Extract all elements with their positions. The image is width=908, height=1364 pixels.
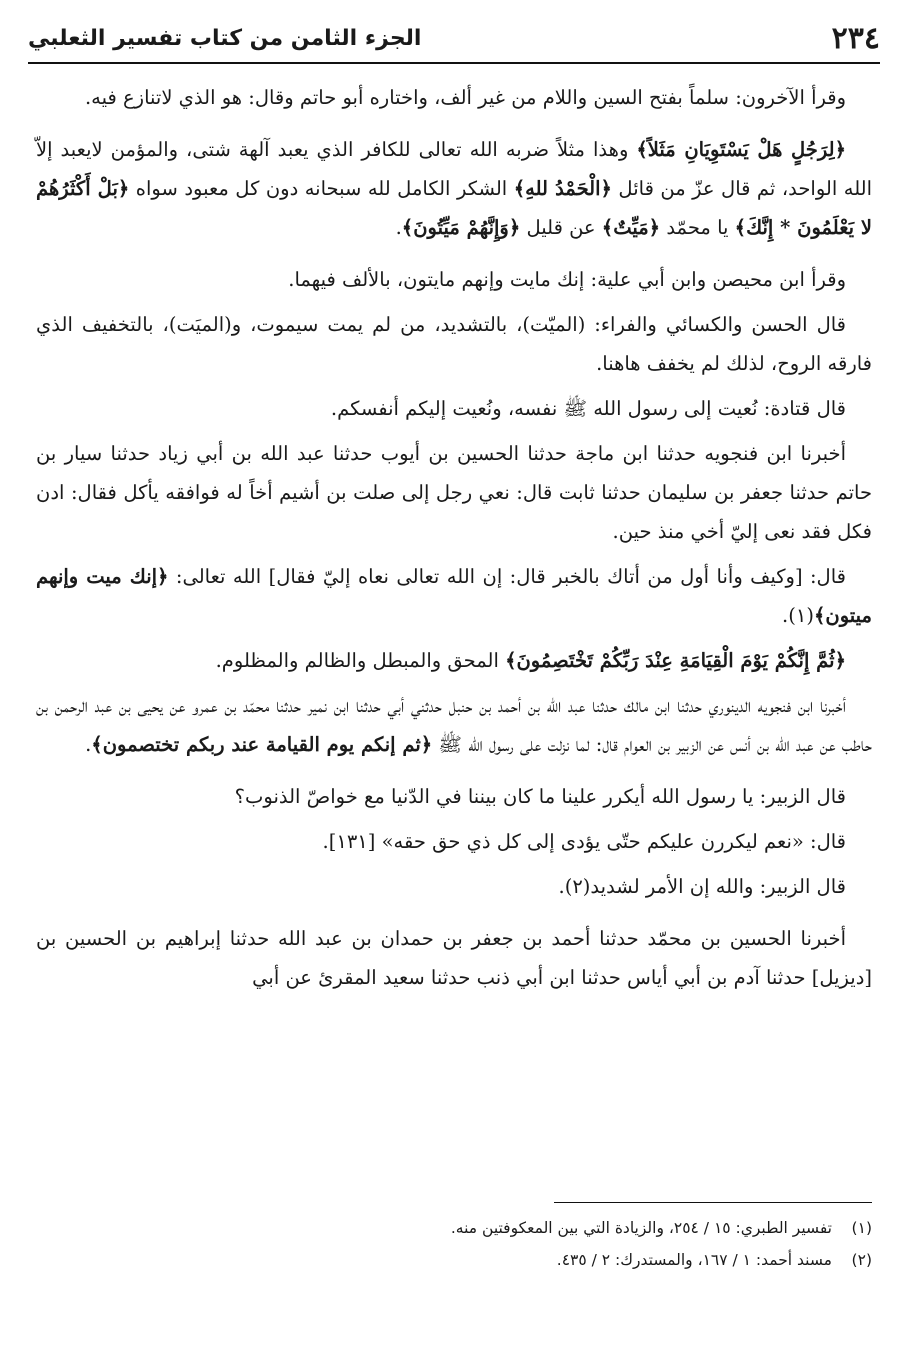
paragraph-text: أخبرنا ابن فنجويه الدينوري حدثنا ابن مالك حدثنا عبد الله بن أحمد بن حنبل حدثني أبي حدثنا ابن نمير حدثنا محمّد بن عمرو عن يحيى بن عبد الرحمن بن حاطب عن عبد الله بن أنس عن الزبير بن العوام قال: لما نزلت على رسول الله ﷺ [36, 694, 872, 756]
paragraph [36, 686, 872, 764]
footnote-number: (٢) [851, 1251, 872, 1269]
paragraph-text: قال: [وكيف وأنا أول من أتاك بالخبر قال: إن الله تعالى نعاه إليّ فقال] الله تعالى: [168, 565, 846, 588]
page-header [28, 16, 880, 60]
footnote [36, 1244, 872, 1276]
paragraph: أخبرنا الحسين بن محمّد حدثنا أحمد بن جعفر بن حمدان بن عبد الله حدثنا إبراهيم بن الحسين بن [ديزيل] حدثنا آدم بن أبي أياس حدثنا ابن أبي ذنب حدثنا سعيد المقرئ عن أبي [36, 927, 872, 989]
quran-quote: ﴿الْحَمْدُ للهِ﴾ [513, 177, 612, 200]
paragraph: قال الزبير: يا رسول الله أيكرر علينا ما كان بيننا في الدّنيا مع خواصّ الذنوب؟ [234, 785, 846, 808]
footnote [36, 1212, 872, 1244]
footnote-text: تفسير الطبري: ١٥ / ٢٥٤، والزيادة التي بين المعكوفتين منه. [450, 1219, 832, 1237]
paragraph: قال الزبير: والله إن الأمر لشديد(٢). [558, 875, 846, 898]
quote-bold: ﴿ثم إنكم يوم القيامة عند ربكم تختصمون﴾ [91, 733, 433, 756]
paragraph: أخبرنا ابن فنجويه حدثنا ابن ماجة حدثنا الحسين بن أيوب حدثنا عبد الله بن أبي زياد حدثنا سيار بن حاتم حدثنا جعفر بن سليمان حدثنا ثابت قال: نعي رجل إلى صلت بن أشيم أخاً له فوافقه يأكل فقال: ادن فكل فقد نعى إليّ أخي منذ حين. [36, 442, 872, 543]
quran-quote: ﴿ثُمَّ إِنَّكُمْ يَوْمَ الْقِيَامَةِ عِنْدَ رَبِّكُمْ تَخْتَصِمُونَ﴾ [505, 649, 846, 672]
quran-quote: ﴿بَلْ أَكْثَرُهُمْ لا يَعْلَمُونَ * إِنَّكَ﴾ [36, 177, 872, 239]
paragraph-text: المحق والمبطل والظالم والمظلوم. [215, 649, 506, 672]
paragraph-text: يا محمّد [660, 216, 735, 239]
paragraph [36, 130, 872, 247]
paragraph: قال قتادة: نُعيت إلى رسول الله ﷺ نفسه، ونُعيت إليكم أنفسكم. [330, 397, 846, 420]
footnote-rule [554, 1202, 872, 1203]
quote-bold: ﴿إنك ميت وإنهم ميتون﴾ [36, 565, 872, 627]
quran-quote: ﴿وَإِنَّهُمْ مَيِّتُونَ﴾ [401, 216, 521, 239]
quran-quote: ﴿لِرَجُلٍ هَلْ يَسْتَوِيَانِ مَثَلاً﴾ [636, 138, 846, 161]
paragraph [36, 641, 872, 680]
running-title: الجزء الثامن من كتاب تفسير الثعلبي [28, 25, 422, 51]
paragraph-text: وهذا مثلاً ضربه الله تعالى للكافر الذي يعبد آلهة شتى، والمؤمن لايعبد إلاّ الله الواحد، ثم قال عزّ من قائل [36, 138, 873, 200]
footnote-text: مسند أحمد: ١ / ١٦٧، والمستدرك: ٢ / ٤٣٥. [556, 1251, 832, 1269]
paragraph-text: . [85, 733, 92, 756]
main-text [36, 78, 872, 1003]
paragraph: قال: «نعم ليكررن عليكم حتّى يؤدى إلى كل ذي حق حقه» [١٣١]. [322, 830, 846, 853]
quran-quote: ﴿مَيِّتٌ﴾ [601, 216, 661, 239]
footnote-ref: (١). [782, 604, 814, 627]
footnotes [36, 1212, 872, 1276]
paragraph: وقرأ الآخرون: سلماً بفتح السين واللام من غير ألف، واختاره أبو حاتم وقال: هو الذي لاتنازع فيه. [84, 86, 846, 109]
page-number: ٢٣٤ [831, 20, 880, 56]
paragraph [36, 557, 872, 635]
paragraph-text: عن قليل [520, 216, 602, 239]
paragraph: وقرأ ابن محيصن وابن أبي علية: إنك مايت وإنهم مايتون، بالألف فيهما. [288, 268, 846, 291]
paragraph-text: . [395, 216, 402, 239]
header-rule [28, 62, 880, 64]
paragraph: قال الحسن والكسائي والفراء: (الميّت)، بالتشديد، من لم يمت سيموت، و(الميَت)، بالتخفيف الذي فارقه الروح، لذلك لم يخفف هاهنا. [36, 313, 872, 375]
footnote-number: (١) [851, 1219, 872, 1237]
paragraph-text: الشكر الكامل لله سبحانه دون كل معبود سواه [129, 177, 514, 200]
